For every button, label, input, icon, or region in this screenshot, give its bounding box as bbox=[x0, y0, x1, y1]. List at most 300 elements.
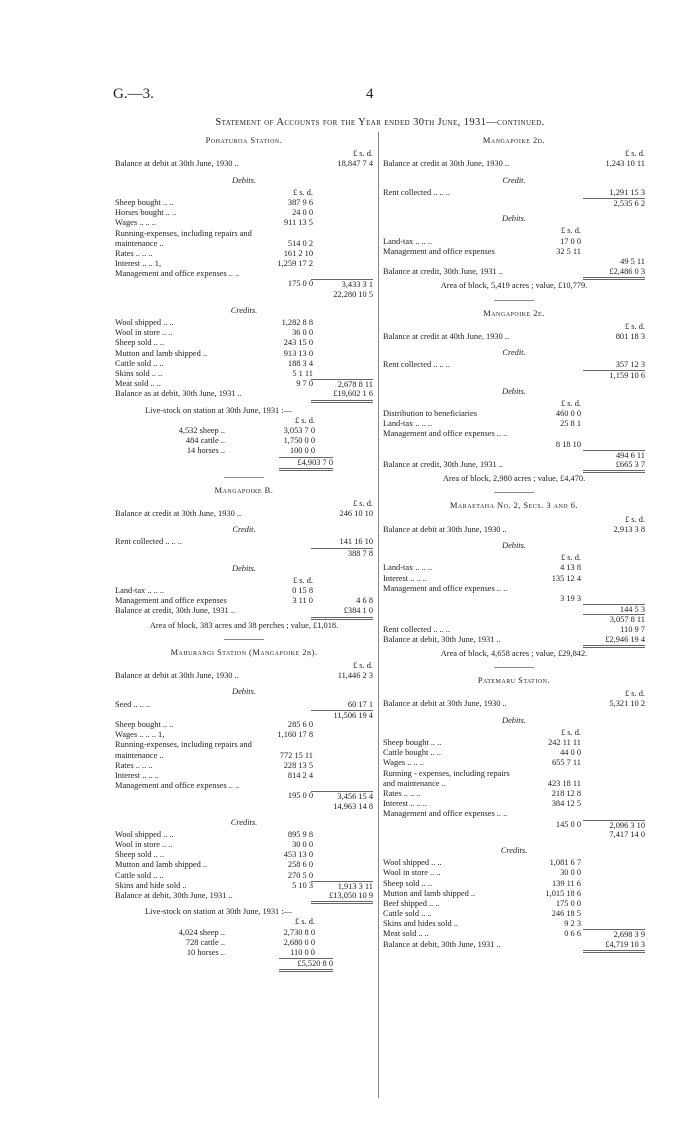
lsd-header bbox=[115, 149, 373, 159]
row-label: Sheep bought .. .. bbox=[115, 197, 174, 207]
ledger-row bbox=[383, 584, 645, 604]
item-amount: 258 6 0 bbox=[287, 860, 313, 870]
livestock-total-row bbox=[115, 958, 373, 970]
item-amount: 911 13 5 bbox=[283, 218, 313, 228]
row-label: Meat sold .. .. bbox=[383, 929, 429, 939]
item-amount: 4 13 8 bbox=[560, 563, 581, 573]
item-amount: 913 13 0 bbox=[283, 348, 313, 358]
livestock-count: 14 horses .. bbox=[186, 446, 225, 456]
ledger-row bbox=[383, 237, 645, 247]
row-label: Balance at debit at 30th June, 1930 .. bbox=[115, 159, 239, 169]
row-label: Running-expenses, including repairs and maintenance .. bbox=[115, 740, 252, 760]
total-amount: 7,417 14 0 bbox=[609, 829, 645, 839]
lsd-label: £ s. d. bbox=[294, 917, 315, 927]
row-label: Rent collected .. .. .. bbox=[383, 360, 450, 370]
row-label: Balance at credit at 30th June, 1930 .. bbox=[115, 508, 242, 518]
lsd-header bbox=[383, 689, 645, 699]
area-note: Area of block, 4,658 acres ; value, £29,842. bbox=[440, 648, 588, 658]
livestock-lsd bbox=[115, 917, 373, 927]
item-amount: 0 6 6 bbox=[564, 929, 581, 939]
total-amount: 18,847 7 4 bbox=[337, 159, 373, 169]
total-amount: 60 17 1 bbox=[347, 699, 373, 709]
item-amount: 1,081 6 7 bbox=[549, 858, 581, 868]
lsd-header bbox=[383, 515, 645, 525]
ledger-row bbox=[115, 671, 373, 681]
ledger-row bbox=[115, 730, 373, 740]
subsection-heading: Debits. bbox=[502, 715, 526, 725]
section-separator bbox=[494, 492, 534, 493]
ledger-row bbox=[383, 419, 645, 429]
row-label: Rates .. .. .. bbox=[115, 760, 153, 770]
ledger-row bbox=[383, 574, 645, 584]
subsection-heading: Debits. bbox=[502, 540, 526, 550]
subsection-heading: Credit. bbox=[502, 175, 526, 185]
row-label: Sheep bought .. .. bbox=[115, 720, 174, 729]
row-label: Skins sold .. .. bbox=[115, 369, 163, 379]
ledger-row bbox=[383, 879, 645, 889]
section-heading: Maraetaha No. 2, Secs. 3 and 6. bbox=[449, 501, 578, 511]
row-label: Wool in store .. .. bbox=[115, 840, 173, 850]
item-amount: 25 8 1 bbox=[560, 419, 581, 429]
row-label: Management and office expenses .. .. bbox=[115, 269, 240, 279]
livestock-title: Live-stock on station at 30th June, 1931 :— bbox=[145, 907, 293, 917]
ledger-row bbox=[383, 198, 645, 208]
item-amount: 423 18 11 bbox=[547, 778, 581, 788]
livestock-count: 728 cattle .. bbox=[185, 937, 225, 947]
ledger-row bbox=[115, 881, 373, 891]
row-label: Interest .. .. 1, bbox=[115, 259, 162, 269]
row-label: Mutton and lamb shipped .. bbox=[115, 348, 208, 358]
total-amount: 494 6 11 bbox=[583, 450, 645, 461]
ledger-row bbox=[383, 738, 645, 748]
livestock-total: £5,520 8 0 bbox=[279, 958, 333, 972]
row-label: Management and office expenses .. .. bbox=[383, 583, 508, 593]
account-section bbox=[115, 648, 373, 970]
ledger-row bbox=[383, 868, 645, 878]
livestock-title: Live-stock on station at 30th June, 1931 :— bbox=[145, 405, 293, 415]
item-amount: 9 2 3 bbox=[564, 919, 581, 929]
ledger-row bbox=[115, 359, 373, 369]
livestock-value: 3,053 7 0 bbox=[283, 425, 315, 435]
item-amount: 246 18 5 bbox=[551, 909, 581, 919]
subsection-heading: Credits. bbox=[500, 845, 528, 855]
row-label: Land-tax .. .. .. bbox=[383, 419, 433, 429]
livestock-count: 10 horses .. bbox=[186, 948, 225, 957]
ledger-row bbox=[383, 429, 645, 449]
livestock-count: 4,532 sheep .. bbox=[178, 425, 225, 435]
total-amount: £13,050 10 9 bbox=[311, 891, 373, 904]
item-amount: 270 5 0 bbox=[287, 870, 313, 880]
total-amount: 2,913 3 8 bbox=[613, 524, 645, 534]
total-amount: £2,486 0 3 bbox=[583, 267, 645, 280]
livestock-value: 2,680 0 0 bbox=[283, 937, 315, 947]
total-amount: £665 3 7 bbox=[583, 460, 645, 473]
item-amount: 5 1 11 bbox=[292, 369, 313, 379]
row-label: Beef shipped .. .. bbox=[383, 898, 440, 908]
section-separator bbox=[494, 300, 534, 301]
total-amount: 22,280 10 5 bbox=[333, 289, 373, 299]
row-label: Rent collected .. .. .. bbox=[383, 624, 450, 634]
item-amount: 387 9 6 bbox=[287, 197, 313, 207]
column-divider bbox=[378, 132, 379, 1098]
item-amount: 895 9 8 bbox=[287, 829, 313, 839]
ledger-row bbox=[115, 576, 373, 586]
ledger-row bbox=[115, 548, 373, 558]
row-label: Management and office expenses bbox=[383, 246, 495, 256]
item-amount: £ s. d. bbox=[560, 553, 581, 563]
ledger-row bbox=[383, 769, 645, 789]
livestock-value: 100 0 0 bbox=[289, 446, 315, 456]
row-label: Rent collected .. .. .. bbox=[115, 537, 182, 547]
livestock-row bbox=[115, 928, 373, 938]
total-amount: 11,506 19 4 bbox=[311, 710, 373, 721]
item-amount: 655 7 11 bbox=[551, 758, 581, 768]
total-amount: 1,159 10 6 bbox=[583, 370, 645, 381]
livestock-value: 110 0 0 bbox=[290, 948, 315, 957]
ledger-row bbox=[383, 188, 645, 198]
item-amount: 5 10 3 bbox=[292, 880, 313, 890]
item-amount: £ s. d. bbox=[560, 398, 581, 408]
item-amount: 32 5 11 bbox=[556, 246, 581, 256]
row-label: Wool shipped .. .. bbox=[383, 858, 442, 868]
ledger-row bbox=[383, 699, 645, 709]
livestock-value: 2,730 8 0 bbox=[283, 927, 315, 937]
item-amount: 8 18 10 bbox=[555, 439, 581, 449]
total-amount: 357 12 3 bbox=[615, 360, 645, 370]
ledger-row bbox=[383, 929, 645, 939]
section-heading: Mangapoike 2e. bbox=[483, 308, 545, 318]
ledger-row bbox=[115, 537, 373, 547]
section-separator bbox=[224, 477, 264, 478]
subsection-heading: Credit. bbox=[232, 525, 256, 535]
right-column bbox=[383, 134, 645, 953]
total-amount: 1,243 10 11 bbox=[605, 159, 645, 169]
item-amount: 1,282 8 8 bbox=[281, 318, 313, 328]
ledger-row bbox=[383, 635, 645, 645]
total-amount: 144 5 3 bbox=[583, 604, 645, 615]
row-label: Balance at debit, 30th June, 1931 .. bbox=[115, 891, 233, 901]
row-label: Wages .. .. .. bbox=[383, 758, 424, 768]
item-amount: 514 0 2 bbox=[287, 238, 313, 248]
livestock-row bbox=[115, 426, 373, 436]
livestock-total: £4,903 7 0 bbox=[279, 457, 333, 471]
row-label: Distribution to beneficiaries bbox=[383, 409, 477, 419]
total-amount: 3,433 3 1 bbox=[311, 279, 373, 290]
ledger-row bbox=[115, 188, 373, 198]
row-label: Cattle sold .. .. bbox=[383, 909, 432, 919]
item-amount: 285 6 0 bbox=[287, 720, 313, 729]
item-amount: 30 0 0 bbox=[292, 840, 313, 850]
ledger-row bbox=[383, 909, 645, 919]
ledger-row bbox=[115, 840, 373, 850]
lsd-header bbox=[383, 149, 645, 159]
item-amount: 1,015 18 6 bbox=[545, 888, 581, 898]
account-section bbox=[115, 136, 373, 469]
row-label: Meat sold .. .. bbox=[115, 379, 161, 389]
item-amount: 218 12 8 bbox=[551, 789, 581, 798]
row-label: Land-tax .. .. .. bbox=[383, 236, 433, 246]
ledger-row bbox=[115, 700, 373, 710]
ledger-row bbox=[383, 332, 645, 342]
lsd-label: £ s. d. bbox=[352, 149, 373, 159]
total-amount: 1,291 15 3 bbox=[609, 187, 645, 197]
ledger-row bbox=[115, 249, 373, 259]
item-amount: 188 3 4 bbox=[287, 358, 313, 368]
item-amount: 453 13 0 bbox=[283, 850, 313, 860]
ledger-row bbox=[383, 889, 645, 899]
row-label: Management and office expenses .. .. bbox=[383, 429, 508, 439]
item-amount: 243 15 0 bbox=[283, 338, 313, 348]
row-label: Balance at debit, 30th June, 1931 .. bbox=[383, 634, 501, 644]
lsd-label: £ s. d. bbox=[352, 498, 373, 508]
lsd-header bbox=[383, 322, 645, 332]
row-label: Mutton and lamb shipped .. bbox=[383, 888, 476, 898]
row-label: Wool in store .. .. bbox=[115, 328, 173, 338]
livestock-row bbox=[115, 446, 373, 456]
row-label: Cattle sold .. .. bbox=[115, 358, 164, 368]
total-amount: 1,913 3 11 bbox=[311, 881, 373, 892]
ledger-row bbox=[383, 728, 645, 738]
row-label: Mutton and lamb shipped .. bbox=[115, 860, 208, 870]
subsection-heading: Debits. bbox=[502, 386, 526, 396]
total-amount: £2,946 19 4 bbox=[583, 635, 645, 648]
lsd-label: £ s. d. bbox=[624, 321, 645, 331]
total-amount: 2,698 3 9 bbox=[583, 929, 645, 940]
row-label: Rent collected .. .. .. bbox=[383, 187, 450, 197]
ledger-row bbox=[115, 871, 373, 881]
row-label: Balance at debit, 30th June, 1931 .. bbox=[383, 939, 501, 949]
ledger-row bbox=[115, 830, 373, 840]
ledger-row bbox=[115, 781, 373, 801]
row-label: Balance at debit at 30th June, 1930 .. bbox=[115, 671, 239, 681]
ledger-row bbox=[383, 247, 645, 257]
ledger-row bbox=[383, 809, 645, 829]
row-label: Wages .. .. .. bbox=[115, 218, 156, 228]
row-label: Seed .. .. .. bbox=[115, 699, 151, 709]
row-label: Management and office expenses .. .. bbox=[115, 781, 240, 791]
item-amount: 175 0 0 bbox=[555, 898, 581, 908]
item-amount: £ s. d. bbox=[560, 226, 581, 236]
ledger-row bbox=[383, 553, 645, 563]
page-title: Statement of Accounts for the Year ended 30th June, 1931—continued. bbox=[215, 117, 545, 128]
ledger-row bbox=[115, 720, 373, 730]
livestock-count: 4,024 sheep .. bbox=[178, 927, 225, 937]
subsection-heading: Debits. bbox=[502, 214, 526, 224]
ledger-row bbox=[383, 858, 645, 868]
ledger-row bbox=[383, 460, 645, 470]
lsd-label: £ s. d. bbox=[624, 514, 645, 524]
ledger-row bbox=[115, 710, 373, 720]
ledger-row bbox=[383, 748, 645, 758]
item-amount: 44 0 0 bbox=[560, 748, 581, 758]
row-label: Interest .. .. .. bbox=[115, 770, 159, 780]
ledger-row bbox=[115, 218, 373, 228]
total-amount: 141 16 10 bbox=[339, 537, 373, 547]
livestock-row bbox=[115, 938, 373, 948]
item-amount: 0 15 8 bbox=[292, 586, 313, 596]
item-amount: 36 0 0 bbox=[292, 328, 313, 338]
ledger-row bbox=[383, 409, 645, 419]
ledger-row bbox=[383, 940, 645, 950]
total-amount: 110 9 7 bbox=[620, 624, 645, 634]
ledger-row bbox=[383, 625, 645, 635]
total-amount: 801 18 3 bbox=[615, 331, 645, 341]
total-amount: 14,963 14 8 bbox=[333, 801, 373, 811]
ledger-row bbox=[383, 525, 645, 535]
item-amount: 145 0 0 bbox=[555, 819, 581, 829]
total-amount: 4 6 8 bbox=[356, 596, 373, 606]
total-amount: 2,678 8 11 bbox=[311, 379, 373, 390]
row-label: Balance at credit at 30th June, 1930 .. bbox=[383, 159, 510, 169]
item-amount: 175 0 0 bbox=[287, 279, 313, 289]
item-amount: 195 0 0 bbox=[287, 791, 313, 801]
ledger-row bbox=[383, 614, 645, 624]
ledger-row bbox=[115, 740, 373, 760]
subsection-heading: Credits. bbox=[230, 305, 258, 315]
ledger-row bbox=[115, 606, 373, 616]
livestock-total-row bbox=[115, 457, 373, 469]
ledger-row bbox=[115, 290, 373, 300]
row-label: Sheep bought .. .. bbox=[383, 738, 442, 748]
ledger-row bbox=[115, 850, 373, 860]
total-amount: 3,057 8 11 bbox=[583, 614, 645, 625]
row-label: Sheep sold .. .. bbox=[115, 338, 165, 348]
livestock-row bbox=[115, 436, 373, 446]
subsection-heading: Debits. bbox=[232, 687, 256, 697]
item-amount: 772 15 11 bbox=[279, 750, 313, 760]
subsection-heading: Debits. bbox=[232, 563, 256, 573]
item-amount: 242 11 11 bbox=[548, 738, 581, 748]
row-label: Land-tax .. .. .. bbox=[115, 586, 165, 596]
livestock-row bbox=[115, 948, 373, 958]
ledger-row bbox=[115, 318, 373, 328]
row-label: Interest .. .. .. bbox=[383, 573, 427, 583]
item-amount: 1,259 17 2 bbox=[277, 259, 313, 269]
ledger-row bbox=[115, 389, 373, 399]
section-heading: Pohaturoa Station. bbox=[205, 136, 283, 145]
item-amount: 139 11 6 bbox=[551, 878, 581, 888]
section-heading: Mangapoike 2d. bbox=[482, 136, 546, 145]
ledger-row bbox=[383, 758, 645, 768]
ledger-row bbox=[383, 267, 645, 277]
row-label: Balance at credit, 30th June, 1931 .. bbox=[383, 267, 504, 277]
ledger-row bbox=[383, 226, 645, 236]
ledger-row bbox=[115, 159, 373, 169]
ledger-row bbox=[115, 198, 373, 208]
item-amount: 460 0 0 bbox=[555, 409, 581, 419]
row-label: Balance at credit, 30th June, 1931 .. bbox=[383, 460, 504, 469]
account-section bbox=[115, 486, 373, 631]
ledger-row bbox=[383, 830, 645, 840]
account-section bbox=[383, 136, 645, 292]
ledger-row bbox=[115, 860, 373, 870]
ledger-row bbox=[115, 379, 373, 389]
row-label: Cattle sold .. .. bbox=[115, 870, 164, 880]
ledger-row bbox=[383, 159, 645, 169]
item-amount: 3 19 3 bbox=[560, 593, 581, 603]
ledger-row bbox=[115, 338, 373, 348]
total-amount: 246 10 10 bbox=[339, 508, 373, 518]
lsd-label: £ s. d. bbox=[624, 689, 645, 699]
row-label: Interest .. .. .. bbox=[383, 799, 427, 809]
row-label: Horses bought .. .. bbox=[115, 208, 177, 218]
ledger-row bbox=[115, 269, 373, 289]
row-label: Running-expenses, including repairs and maintenance .. bbox=[115, 228, 252, 248]
lsd-label: £ s. d. bbox=[352, 661, 373, 671]
total-amount: 2,535 6 2 bbox=[583, 198, 645, 209]
row-label: Running - expenses, including repairs and maintenance .. bbox=[383, 768, 510, 788]
item-amount: 1,160 17 8 bbox=[277, 730, 313, 740]
section-heading: Mangapoike B. bbox=[214, 485, 274, 495]
area-note: Area of block, 383 acres and 38 perches ; value, £1,018. bbox=[149, 620, 339, 630]
row-label: Balance as at debit, 30th June, 1931 .. bbox=[115, 389, 242, 399]
area-note: Area of block, 2,980 acres ; value, £4,470. bbox=[442, 474, 586, 484]
section-separator bbox=[494, 667, 534, 668]
ledger-row bbox=[383, 899, 645, 909]
ledger-row bbox=[115, 369, 373, 379]
ledger-row bbox=[115, 586, 373, 596]
row-label: Wages .. .. .. 1, bbox=[115, 730, 165, 740]
ledger-row bbox=[115, 259, 373, 269]
ledger-row bbox=[115, 208, 373, 218]
row-label: Wool in store .. .. bbox=[383, 868, 441, 878]
ledger-row bbox=[383, 563, 645, 573]
row-label: Cattle bought .. .. bbox=[383, 748, 441, 758]
total-amount: 5,321 10 2 bbox=[609, 699, 645, 709]
ledger-row bbox=[383, 370, 645, 380]
total-amount: £19,602 1 6 bbox=[311, 389, 373, 402]
livestock-count: 484 cattle .. bbox=[185, 436, 225, 446]
total-amount: 3,456 15 4 bbox=[311, 791, 373, 802]
row-label: Balance at credit at 40th June, 1930 .. bbox=[383, 331, 510, 341]
item-amount: 161 2 10 bbox=[283, 248, 313, 258]
ledger-row bbox=[383, 919, 645, 929]
account-section bbox=[383, 676, 645, 950]
ledger-row bbox=[383, 399, 645, 409]
subsection-heading: Credits. bbox=[230, 817, 258, 827]
item-amount: 384 12 5 bbox=[551, 799, 581, 809]
row-label: Wool shipped .. .. bbox=[115, 829, 174, 839]
left-column bbox=[115, 134, 373, 973]
row-label: Balance at debit at 30th June, 1930 .. bbox=[383, 524, 507, 534]
item-amount: 228 13 5 bbox=[283, 760, 313, 770]
section-heading: Patemaru Station. bbox=[477, 676, 551, 686]
ledger-row bbox=[115, 771, 373, 781]
ledger-row bbox=[115, 328, 373, 338]
total-amount: £4,719 10 3 bbox=[583, 940, 645, 953]
total-amount: 2,096 3 10 bbox=[583, 820, 645, 831]
ledger-row bbox=[383, 789, 645, 799]
ledger-row bbox=[115, 891, 373, 901]
total-amount: 49 5 11 bbox=[620, 256, 645, 266]
section-separator bbox=[224, 639, 264, 640]
item-amount: 814 2 4 bbox=[287, 770, 313, 780]
subsection-heading: Debits. bbox=[232, 175, 256, 185]
subsection-heading: Credit. bbox=[502, 348, 526, 358]
account-section bbox=[383, 501, 645, 659]
ledger-row bbox=[115, 229, 373, 249]
ledger-row bbox=[383, 604, 645, 614]
row-label: Sheep sold .. .. bbox=[115, 850, 165, 860]
row-label: Sheep sold .. .. bbox=[383, 878, 433, 888]
item-amount: 30 0 0 bbox=[560, 868, 581, 878]
row-label: Rates .. .. .. bbox=[115, 248, 153, 258]
row-label: Skins and hide sold .. bbox=[115, 880, 187, 890]
item-amount: 3 11 0 bbox=[292, 596, 313, 606]
row-label: Skins and hides sold .. bbox=[383, 919, 458, 929]
livestock-value: 1,750 0 0 bbox=[283, 436, 315, 446]
lsd-label: £ s. d. bbox=[624, 149, 645, 159]
